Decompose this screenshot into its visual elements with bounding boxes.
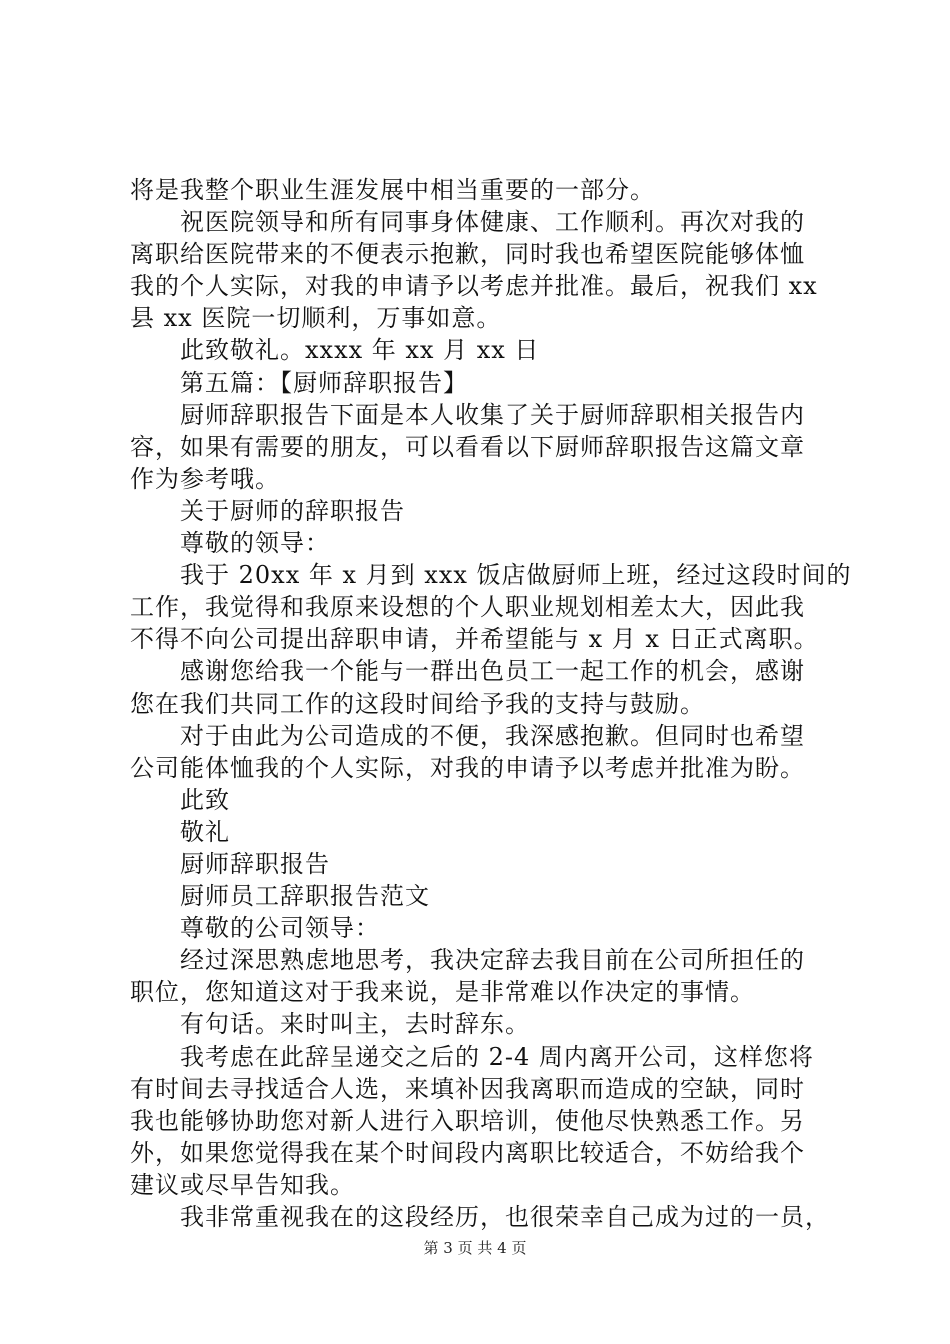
text-line: 经过深思熟虑地思考，我决定辞去我目前在公司所担任的 <box>180 946 805 975</box>
text-line: 我也能够协助您对新人进行入职培训，使他尽快熟悉工作。另 <box>130 1106 805 1135</box>
text-line: 感谢您给我一个能与一群出色员工一起工作的机会，感谢 <box>180 657 805 686</box>
text-line: 职位，您知道这对于我来说，是非常难以作决定的事情。 <box>130 978 755 1007</box>
text-line: 厨师员工辞职报告范文 <box>180 882 430 911</box>
text-line: 此致敬礼。xxxx 年 xx 月 xx 日 <box>180 336 540 365</box>
text-line: 有句话。来时叫主，去时辞东。 <box>180 1010 530 1039</box>
text-line: 我于 20xx 年 x 月到 xxx 饭店做厨师上班，经过这段时间的 <box>180 561 852 590</box>
page-footer: 第 3 页 共 4 页 <box>423 1239 527 1257</box>
text-line: 容，如果有需要的朋友，可以看看以下厨师辞职报告这篇文章 <box>130 432 805 461</box>
text-line: 外，如果您觉得我在某个时间段内离职比较适合，不妨给我个 <box>130 1138 805 1167</box>
text-line: 我非常重视我在的这段经历，也很荣幸自己成为过的一员， <box>180 1203 830 1231</box>
text-line: 县 xx 医院一切顺利，万事如意。 <box>130 304 502 333</box>
text-line: 对于由此为公司造成的不便，我深感抱歉。但同时也希望 <box>180 721 805 750</box>
text-line: 建议或尽早告知我。 <box>130 1170 355 1199</box>
text-line: 离职给医院带来的不便表示抱歉，同时我也希望医院能够体恤 <box>130 240 805 269</box>
text-line: 第五篇：【厨师辞职报告】 <box>180 368 468 397</box>
document-body <box>130 174 852 1233</box>
text-line: 尊敬的领导： <box>180 529 330 558</box>
text-line: 厨师辞职报告 <box>180 849 330 878</box>
text-line: 厨师辞职报告下面是本人收集了关于厨师辞职相关报告内 <box>180 400 805 429</box>
text-line: 我考虑在此辞呈递交之后的 2-4 周内离开公司，这样您将 <box>180 1042 814 1071</box>
text-line: 将是我整个职业生涯发展中相当重要的一部分。 <box>130 176 655 204</box>
text-line: 尊敬的公司领导： <box>180 914 380 943</box>
text-line: 有时间去寻找适合人选，来填补因我离职而造成的空缺，同时 <box>130 1074 805 1103</box>
text-line: 祝医院领导和所有同事身体健康、工作顺利。再次对我的 <box>180 208 805 237</box>
text-line: 不得不向公司提出辞职申请，并希望能与 x 月 x 日正式离职。 <box>130 625 819 654</box>
text-line: 工作，我觉得和我原来设想的个人职业规划相差太大，因此我 <box>130 593 805 622</box>
text-line: 公司能体恤我的个人实际，对我的申请予以考虑并批准为盼。 <box>130 753 805 782</box>
text-line: 关于厨师的辞职报告 <box>180 496 405 525</box>
text-line: 您在我们共同工作的这段时间给予我的支持与鼓励。 <box>130 689 705 718</box>
text-line: 此致 <box>180 785 230 814</box>
text-line: 我的个人实际，对我的申请予以考虑并批准。最后，祝我们 xx <box>130 272 818 301</box>
text-line: 作为参考哦。 <box>130 464 280 493</box>
text-line: 敬礼 <box>180 817 230 846</box>
